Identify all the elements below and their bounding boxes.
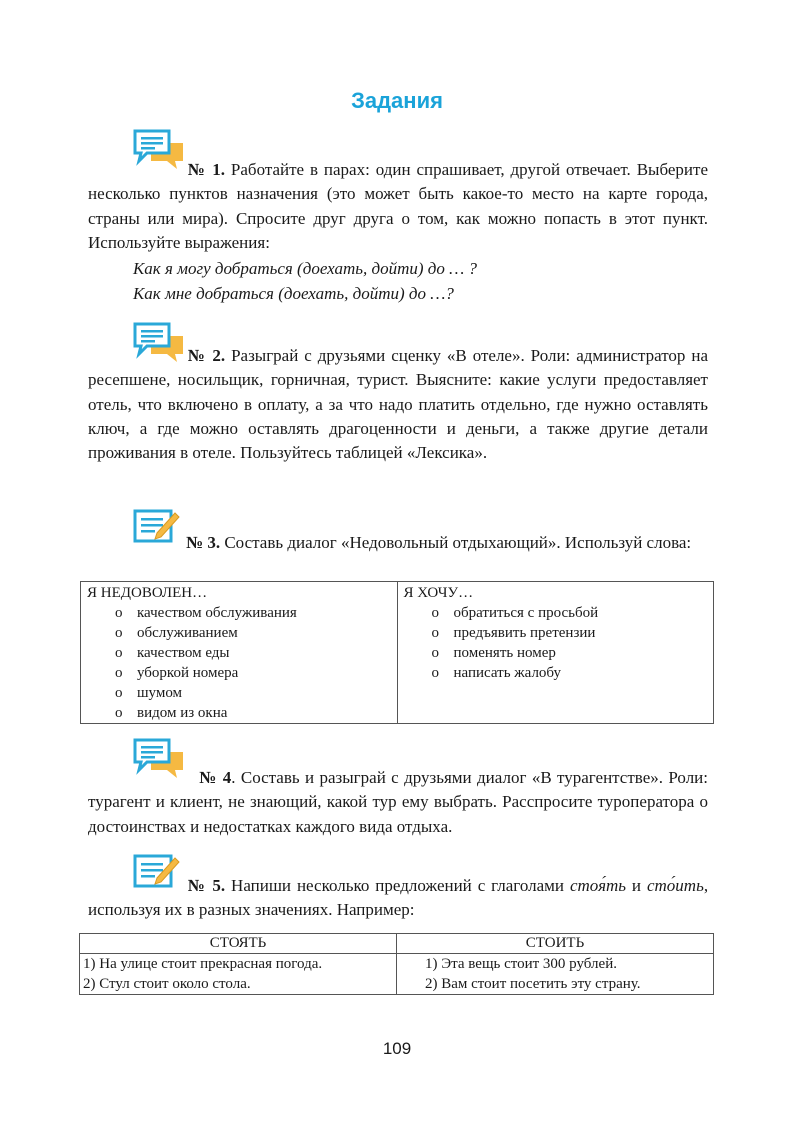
table-cell-text: 2) Стул стоит около стола. — [83, 976, 251, 992]
task5-word1: стоя́ть — [569, 876, 626, 895]
task5-body-c: , используя их в разных значениях. Например: — [88, 876, 709, 920]
list-item: o шумом — [115, 683, 391, 703]
list-item: o предъявить претензии — [432, 623, 708, 643]
task2-text — [88, 344, 708, 465]
task4-number: № 4 — [198, 768, 232, 787]
table-header-stoit: СТОИТЬ — [397, 934, 714, 954]
list-item: o написать жалобу — [432, 663, 708, 683]
task4-body: . Составь и разыграй с друзьями диалог «В турагентстве». Роли: турагент и клиент, не знающий, какой тур ему выбрать. Расспросите туроператора о достоинствах и недостатках каждого вида отдыха. — [88, 768, 708, 836]
table-row — [80, 954, 714, 995]
list-item: o видом из окна — [115, 703, 391, 723]
table-col-dissatisfied — [81, 582, 398, 724]
page-title: Задания — [351, 88, 443, 113]
task4-text — [88, 766, 708, 839]
table-cell-text: 1) На улице стоит прекрасная погода. — [83, 956, 323, 972]
task3-table — [80, 581, 714, 724]
list-item: o уборкой номера — [115, 663, 391, 683]
table-cell — [80, 954, 397, 995]
table-header-stoyat: СТОЯТЬ — [80, 934, 397, 954]
table-cell — [397, 954, 714, 995]
task1-number: № 1. — [186, 160, 226, 179]
table-cell-text: 2) Вам стоит посетить эту страну. — [425, 976, 641, 992]
task3-text — [88, 531, 708, 555]
task5-body-a: Напиши несколько предложений с глаголами — [231, 876, 565, 895]
table-col-want — [397, 582, 714, 724]
table-header: Я НЕДОВОЛЕН… — [87, 585, 208, 601]
task3-number: № 3. — [186, 533, 221, 552]
list-item: o качеством еды — [115, 643, 391, 663]
list-item: o обратиться с просьбой — [432, 603, 708, 623]
table-header: Я ХОЧУ… — [403, 585, 474, 601]
task1-body: Работайте в парах: один спрашивает, другой отвечает. Выберите несколько пунктов назначения (это может быть какое-то место на карте города, страны или мира). Спросите друг друга о том, как можно попасть в этот пункт. Используйте выражения: — [88, 160, 708, 252]
task2-number: № 2. — [186, 346, 226, 365]
task1-example-2: Как мне добраться (доехать, дойти) до …? — [133, 284, 454, 303]
list-item: o качеством обслуживания — [115, 603, 391, 623]
list-item: o обслуживанием — [115, 623, 391, 643]
list-item: o поменять номер — [432, 643, 708, 663]
page-number: 109 — [382, 1039, 412, 1058]
task1-example-1: Как я могу добраться (доехать, дойти) до … ? — [133, 259, 477, 278]
task5-table — [79, 933, 714, 995]
task1-text — [88, 158, 708, 255]
task2-body: Разыграй с друзьями сценку «В отеле». Роли: администратор на ресепшене, носильщик, горничная, турист. Выясните: какие услуги предоставляет отель, что включено в оплату, а за что надо платить отдельно, где нужно оставлять ключ, а где можно оставлять драгоценности и деньги, а также другие детали проживания в отеле. Пользуйтесь таблицей «Лексика». — [88, 346, 709, 463]
task5-body-b: и — [631, 876, 642, 895]
task3-body: Составь диалог «Недовольный отдыхающий». Используй слова: — [224, 533, 692, 552]
task5-number: № 5. — [186, 876, 226, 895]
task5-word2: сто́ить — [646, 876, 704, 895]
task5-text — [88, 874, 708, 923]
table-cell-text: 1) Эта вещь стоит 300 рублей. — [425, 956, 617, 972]
